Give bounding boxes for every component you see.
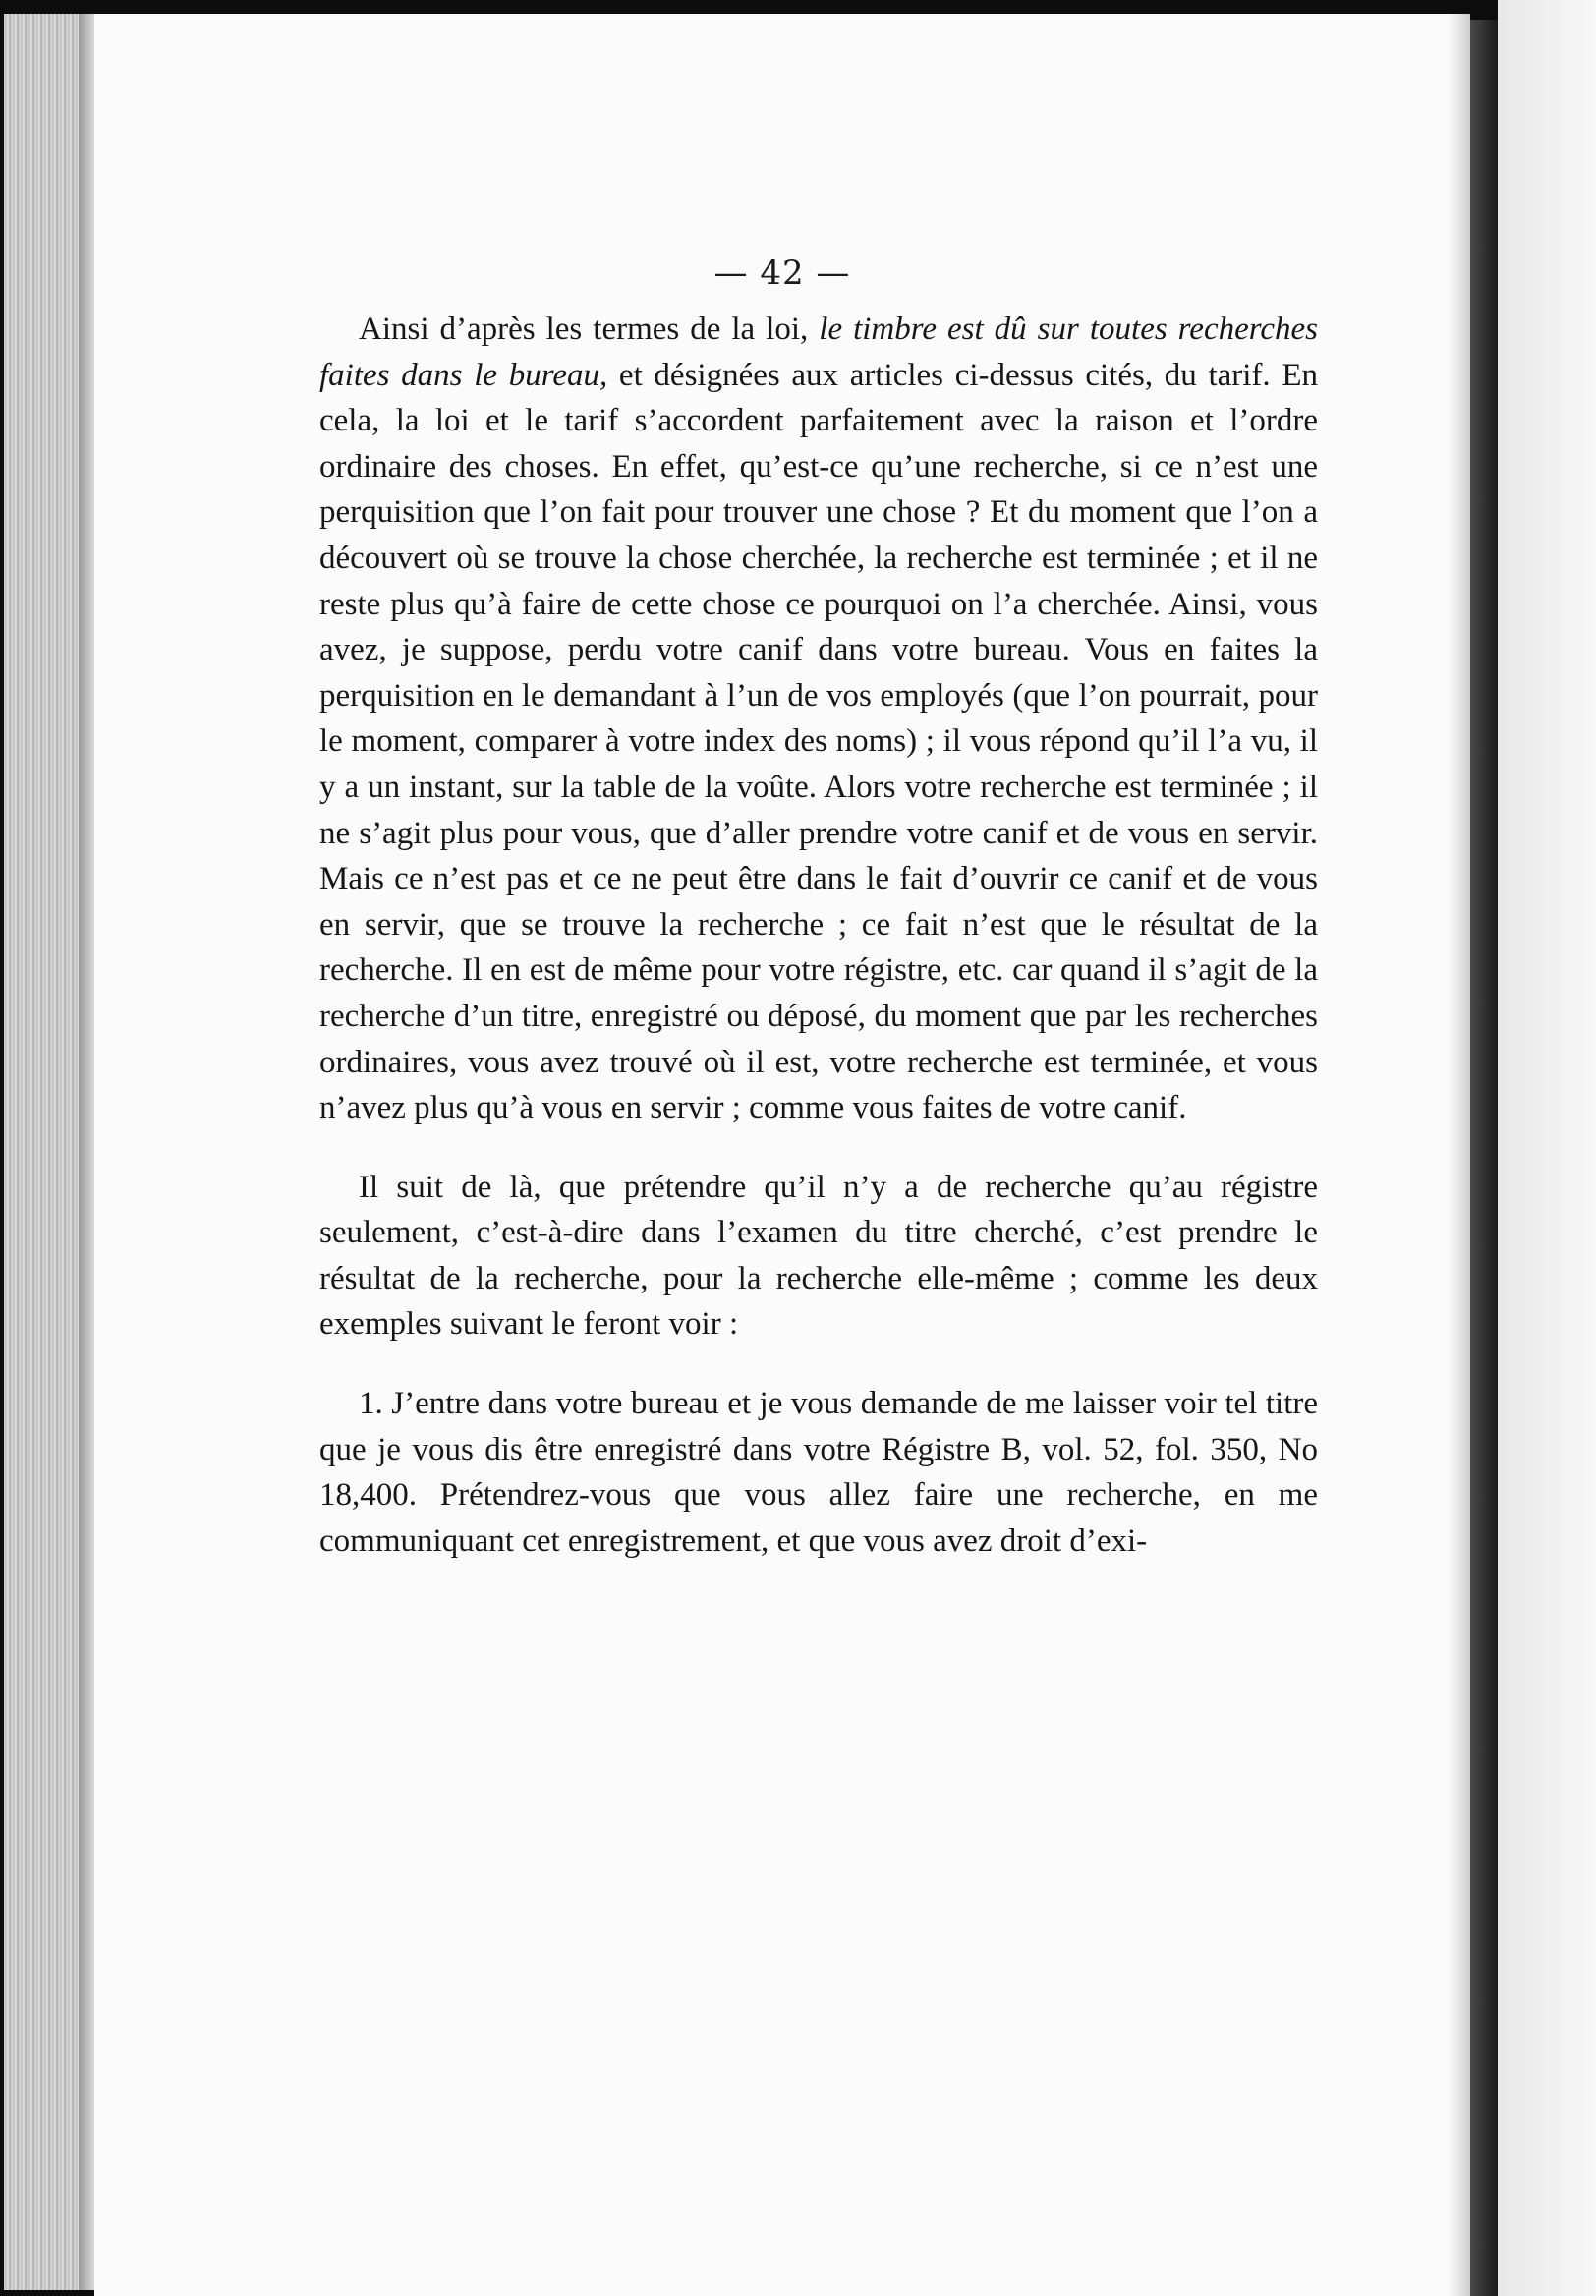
body-text [319, 307, 1318, 1564]
book-right-edge [1470, 20, 1498, 2296]
paragraph-1-intro: Ainsi d’après les termes de la loi, [359, 312, 820, 347]
paragraph-2: Il suit de là, que prétendre qu’il n’y a de recherche qu’au régistre seulement, c’est-à-dire dans l’examen du titre cherché, c’est prendre le résultat de la recherche, pour la recherche elle-même ; comme les deux exemples suivant le feront voir : [319, 1169, 1318, 1343]
scan-margin-strip [1498, 0, 1596, 2296]
paragraph-3: 1. J’entre dans votre bureau et je vous demande de me laisser voir tel titre que je vous dis être enregistré dans votre Régistre B, vol. 52, fol. 350, No 18,400. Prétendrez-vous que vous allez faire une recherche, en me communiquant cet enregistrement, et que vous avez droit d’exi- [319, 1386, 1318, 1559]
paragraph-1-italic-quote: le timbre est dû sur toutes recherches faites dans le bureau, [319, 312, 1318, 393]
page-number: — 42 — [713, 254, 851, 293]
paragraph-1 [319, 307, 1318, 1131]
paragraph-1-body: et désignées aux articles ci-dessus cités, du tarif. En cela, la loi et le tarif s’accordent parfaitement avec la raison et l’ordre ordinaire des choses. En effet, qu’est-ce qu’une recherche, si ce n’est une perquisition que l’on fait pour trouver une chose ? Et du moment que l’on a découvert où se trouve la chose cherchée, la recherche est terminée ; et il ne reste plus qu’à faire de cette chose ce pourquoi on l’a cherchée. Ainsi, vous avez, je suppose, perdu votre canif dans votre bureau. Vous en faites la perquisition en le demandant à l’un de vos employés (que l’on pourrait, pour le moment, comparer à votre index des noms) ; il vous répond qu’il l’a vu, il y a un instant, sur la table de la voûte. Alors votre recherche est terminée ; il ne s’agit plus pour vous, que d’aller prendre votre canif et de vous en servir. Mais ce n’est pas et ce ne peut être dans le fait d’ouvrir ce canif et de vous en servir, que se trouve la recherche ; ce fait n’est que le résultat de la recherche. Il en est de même pour votre régistre, etc. car quand il s’agit de la recherche d’un titre, enregistré ou déposé, du moment que par les recherches ordinaires, vous avez trouvé où il est, votre recherche est terminée, et vous n’avez plus qu’à vous en servir ; comme vous faites de votre canif. [319, 357, 1319, 1126]
